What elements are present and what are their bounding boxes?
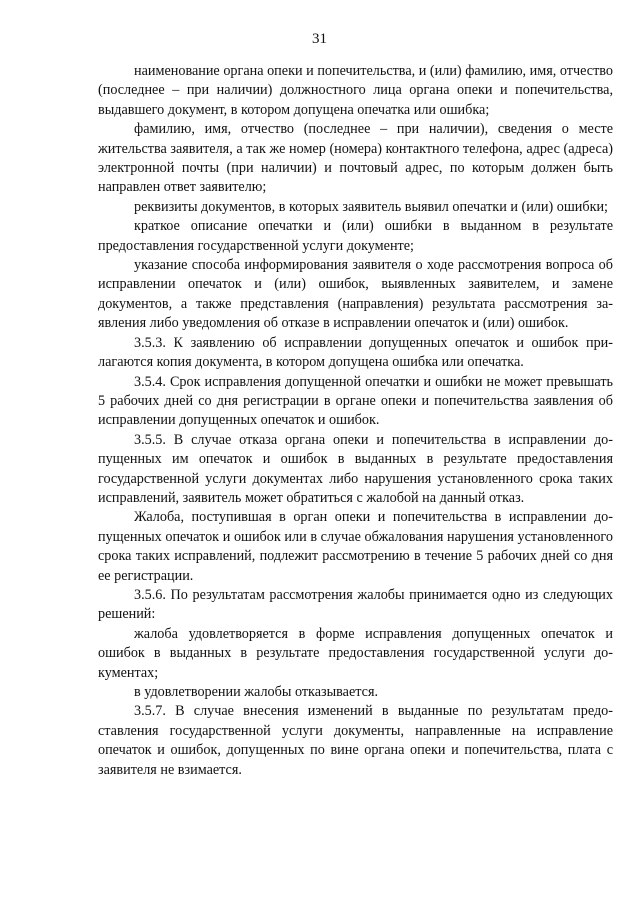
paragraph-complaint: Жалоба, поступившая в орган опеки и попечительства в исправлении допущенных опечаток и ошибок или в случае обжалования нарушения установленного срока таких исправлений, подлежит рассмотрению в течение 5 рабочих дней со дня ее регистрации. [98,509,613,584]
paragraph-authority-name: наименование органа опеки и попечительства, и (или) фамилию, имя, отчество (последнее – при наличии) должностного лица органа опеки и попечительства, выдавшего документ, в котором допущена опечатка или ошибка; [98,63,613,118]
page-number: 31 [312,31,327,47]
paragraph-complaint-rejected: в удовлетворении жалобы отказывается. [134,684,379,700]
paragraph-3-5-3: 3.5.3. К заявлению об исправлении допущенных опечаток и ошибок прилагаются копия документа, в котором допущена ошибка или опечатка. [98,334,613,371]
paragraph-3-5-6: 3.5.6. По результатам рассмотрения жалобы принимается одно из следующих решений: [98,586,613,623]
paragraph-error-description: краткое описание опечатки и (или) ошибки в выданном в результате предоставления государственной услуги документе; [98,218,613,254]
paragraph-applicant-details: фамилию, имя, отчество (последнее – при наличии), сведения о месте жительства заявителя, а так же номер (номера) контактного телефона, адрес (адреса) электронной почты (при наличии) и почтовый адрес, по которым должен быть направлен ответ заявителю; [98,121,613,196]
paragraph-document-details: реквизиты документов, в которых заявитель выявил опечатки и (или) ошибки; [134,198,608,215]
paragraph-3-5-7: 3.5.7. В случае внесения изменений в выданные по результатам предоставления государственной услуги документы, направленные на исправление опечаток и ошибок, допущенных по вине органа опеки и попечительства, плата с заявителя не взимается. [98,703,613,778]
paragraph-complaint-satisfied: жалоба удовлетворяется в форме исправления допущенных опечаток и ошибок в выданных в результате предоставления государственной услуги документах; [98,625,613,681]
document-body [98,62,613,780]
paragraph-3-5-5: 3.5.5. В случае отказа органа опеки и попечительства в исправлении допущенных им опечаток и ошибок в выданных в результате предоставления государственной услуги документах либо нарушения установленного срока таких исправлений, заявитель может обратиться с жалобой на данный отказ. [98,431,613,506]
paragraph-3-5-4: 3.5.4. Срок исправления допущенной опечатки и ошибки не может превышать 5 рабочих дней со дня регистрации в органе опеки и попечительства заявления об исправлении допущенных опечаток и ошибок. [98,373,613,429]
paragraph-notification-method: указание способа информирования заявителя о ходе рассмотрения вопроса об исправлении опечаток и (или) ошибок, выявленных заявителем, и замене документов, а также представления (направления) результата рассмотрения заявления либо уведомления об отказе в исправлении опечаток и (или) ошибок. [98,257,613,332]
